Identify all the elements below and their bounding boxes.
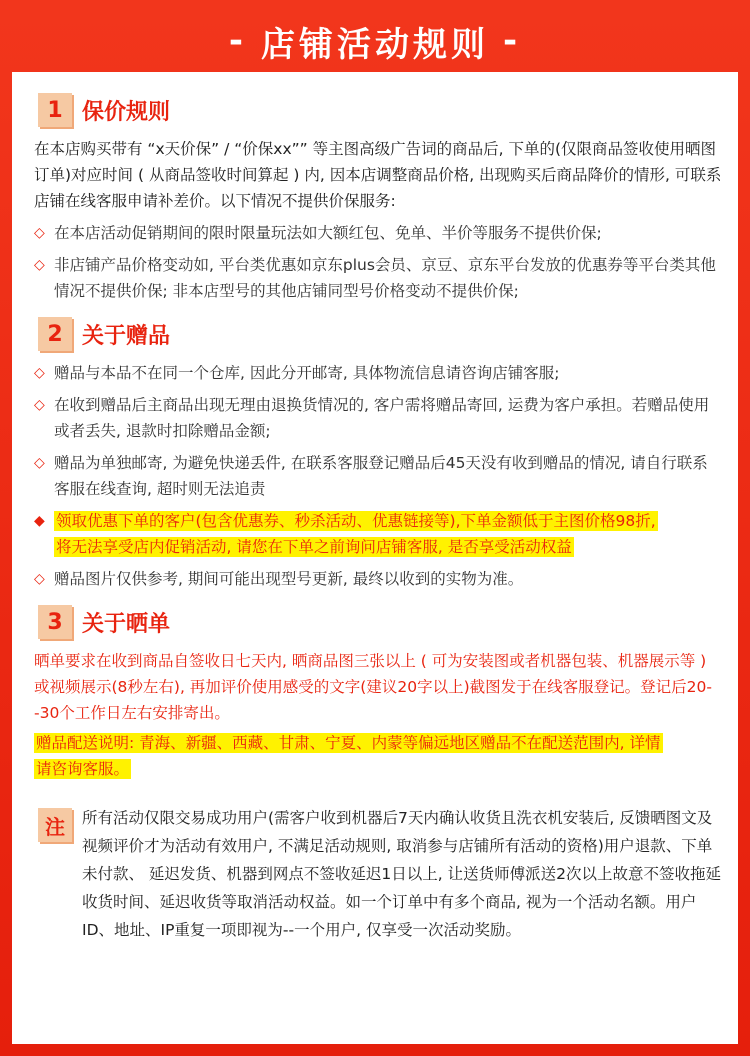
diamond-bullet-icon: ◇ [34, 257, 45, 273]
section-1-intro: 在本店购买带有 “x天价保” / “价保xx”” 等主图高级广告词的商品后, 下单的(仅限商品签收使用晒图订单)对应时间 ( 从商品签收时间算起 ) 内, 因本店调整商品价格, 出现购买后商品降价的情形, 可联系店铺在线客服申请补差价。以下情况不提供价保服务: [34, 140, 722, 210]
section-1-label: 保价规则 [82, 99, 171, 125]
section-2-item [34, 450, 722, 502]
diamond-bullet-icon: ◇ [34, 365, 45, 381]
section-2-title [34, 314, 722, 354]
section-1-title [34, 90, 722, 130]
section-2-label: 关于赠品 [82, 323, 171, 349]
page-header [0, 0, 750, 82]
header-dash-left: - [228, 21, 247, 61]
diamond-bullet-icon: ◇ [34, 397, 45, 413]
section-1-item [34, 220, 722, 246]
section-2-highlight-text [54, 508, 722, 560]
diamond-bullet-icon: ◇ [34, 571, 45, 587]
section-3-number-badge: 3 [38, 605, 72, 639]
section-2-item-text: 赠品为单独邮寄, 为避免快递丢件, 在联系客服登记赠品后45天没有收到赠品的情况, 请自行联系客服在线查询, 超时则无法追责 [54, 454, 708, 498]
section-2-item-text: 在收到赠品后主商品出现无理由退换货情况的, 客户需将赠品寄回, 运费为客户承担。若赠品使用或者丢失, 退款时扣除赠品金额; [54, 396, 710, 440]
section-2-item [34, 360, 722, 386]
section-1-item [34, 252, 722, 304]
shipping-note-line-1: 赠品配送说明: 青海、新疆、西藏、甘肃、宁夏、内蒙等偏远地区赠品不在配送范围内, 详情 [36, 734, 661, 752]
section-2-item-text: 赠品与本品不在同一个仓库, 因此分开邮寄, 具体物流信息请咨询店铺客服; [54, 364, 560, 382]
note-text: 所有活动仅限交易成功用户(需客户收到机器后7天内确认收货且洗衣机安装后, 反馈晒图文及视频评价才为活动有效用户, 不满足活动规则, 取消参与店铺所有活动的资格)用户退款、下单未付款、 延迟发货、机器到网点不签收延迟1日以上, 让送货师傅派送2次以上故意不签收拖延收货时间、延迟收货等取消活动权益。如一个订单中有多个商品, 视为一个活动名额。用户ID、地址、IP重复一项即视为--一个用户, 仅享受一次活动奖励。 [82, 809, 722, 939]
section-3-label: 关于晒单 [82, 611, 171, 637]
shipping-note [34, 730, 722, 782]
section-3-title [34, 602, 722, 642]
section-2-highlight-item [34, 508, 722, 560]
section-3-text: 晒单要求在收到商品自签收日七天内, 晒商品图三张以上 ( 可为安装图或者机器包装、机器展示等 ) 或视频展示(8秒左右), 再加评价使用感受的文字(建议20字以上)截图发于在线客服登记。登记后20--30个工作日左右安排寄出。 [34, 652, 712, 722]
diamond-bullet-icon: ◇ [34, 455, 45, 471]
section-1-item-text: 在本店活动促销期间的限时限量玩法如大额红包、免单、半价等服务不提供价保; [54, 224, 602, 242]
highlight-line-1: 领取优惠下单的客户(包含优惠券、秒杀活动、优惠链接等),下单金额低于主图价格98折, [56, 512, 656, 530]
section-1-item-text: 非店铺产品价格变动如, 平台类优惠如京东plus会员、京豆、京东平台发放的优惠券等平台类其他情况不提供价保; 非本店型号的其他店铺同型号价格变动不提供价保; [54, 256, 716, 300]
filled-diamond-bullet-icon: ◆ [34, 513, 45, 529]
section-2-item-text: 赠品图片仅供参考, 期间可能出现型号更新, 最终以收到的实物为准。 [54, 570, 524, 588]
shipping-note-line-2: 请咨询客服。 [36, 760, 130, 778]
diamond-bullet-icon: ◇ [34, 225, 45, 241]
section-2-number-badge: 2 [38, 317, 72, 351]
page-title: 店铺活动规则 [261, 24, 489, 65]
section-2-item [34, 566, 722, 592]
section-1-number-badge: 1 [38, 93, 72, 127]
rules-card [12, 72, 738, 1044]
note-badge: 注 [38, 808, 72, 842]
highlight-line-2: 将无法享受店内促销活动, 请您在下单之前询问店铺客服, 是否享受活动权益 [56, 538, 572, 556]
note-block [34, 804, 722, 944]
section-2-item [34, 392, 722, 444]
header-dash-right: - [503, 21, 522, 61]
